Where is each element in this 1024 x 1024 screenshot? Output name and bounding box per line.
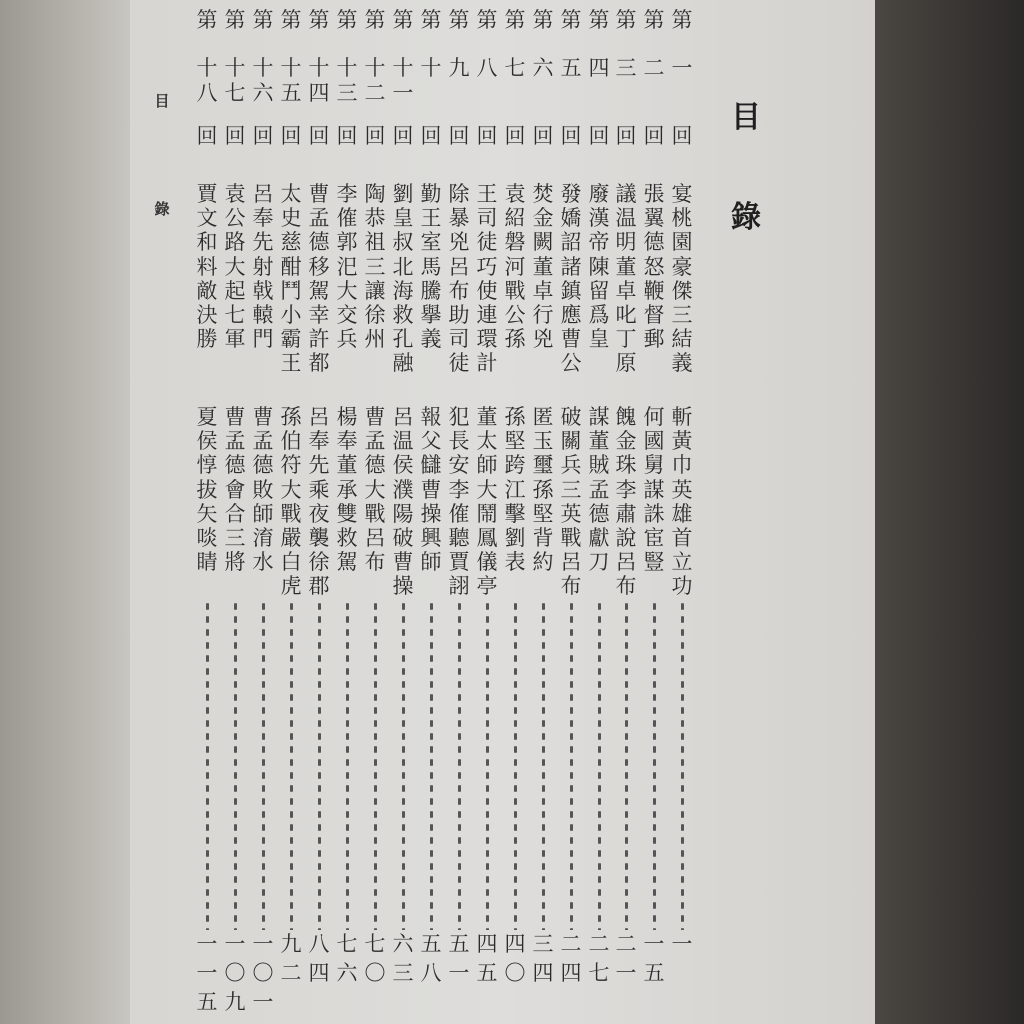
chapter-title-line-2: 呂 温 侯 濮 陽 破 曹 操 xyxy=(392,405,414,599)
chapter-suffix: 回 xyxy=(420,124,442,148)
chapter-title-line-2: 夏 侯 惇 拔 矢 啖 睛 xyxy=(196,405,218,575)
leader-dots xyxy=(390,600,416,930)
chapter-number: 十 一 xyxy=(392,56,414,105)
leader-dots xyxy=(669,600,695,930)
chapter-title-line-1: 劉 皇 叔 北 海 救 孔 融 xyxy=(392,182,414,376)
chapter-prefix: 第 xyxy=(448,8,470,32)
toc-entry xyxy=(530,0,556,1024)
chapter-prefix: 第 xyxy=(280,8,302,32)
chapter-title-line-1: 袁 紹 磐 河 戰 公 孫 xyxy=(504,182,526,352)
chapter-title-line-1: 曹 孟 德 移 駕 幸 許 都 xyxy=(308,182,330,376)
chapter-number: 十 六 xyxy=(252,56,274,105)
page-number: 六 三 xyxy=(392,932,414,985)
chapter-suffix: 回 xyxy=(532,124,554,148)
page-number: 四 〇 xyxy=(504,932,526,985)
page-number: 一 〇 一 xyxy=(252,932,274,1014)
chapter-number: 九 xyxy=(448,56,470,80)
leader-dots xyxy=(222,600,248,930)
chapter-title-line-2: 破 關 兵 三 英 戰 呂 布 xyxy=(560,405,582,599)
chapter-number: 十 xyxy=(420,56,442,80)
leader-dots xyxy=(613,600,639,930)
page-number: 一 一 五 xyxy=(196,932,218,1014)
leader-dots xyxy=(306,600,332,930)
chapter-title-line-1: 宴 桃 園 豪 傑 三 結 義 xyxy=(671,182,693,376)
chapter-title-line-1: 除 暴 兇 呂 布 助 司 徒 xyxy=(448,182,470,376)
leader-dots xyxy=(586,600,612,930)
chapter-prefix: 第 xyxy=(504,8,526,32)
chapter-suffix: 回 xyxy=(560,124,582,148)
chapter-prefix: 第 xyxy=(336,8,358,32)
chapter-suffix: 回 xyxy=(336,124,358,148)
chapter-suffix: 回 xyxy=(392,124,414,148)
toc-entry xyxy=(446,0,472,1024)
leader-dots xyxy=(194,600,220,930)
page-number: 一 xyxy=(671,932,693,956)
chapter-title-line-1: 王 司 徒 巧 使 連 環 計 xyxy=(476,182,498,376)
chapter-title-line-2: 報 父 讎 曹 操 興 師 xyxy=(420,405,442,575)
leader-dots xyxy=(250,600,276,930)
toc-entry xyxy=(390,0,416,1024)
page-number: 九 二 xyxy=(280,932,302,985)
page-number: 二 四 xyxy=(560,932,582,985)
chapter-prefix: 第 xyxy=(532,8,554,32)
leader-dots xyxy=(641,600,667,930)
chapter-title-line-2: 匿 玉 璽 孫 堅 背 約 xyxy=(532,405,554,575)
chapter-suffix: 回 xyxy=(643,124,665,148)
page-number: 五 八 xyxy=(420,932,442,985)
toc-entry xyxy=(194,0,220,1024)
chapter-suffix: 回 xyxy=(252,124,274,148)
chapter-prefix: 第 xyxy=(252,8,274,32)
chapter-title-line-1: 勤 王 室 馬 騰 擧 義 xyxy=(420,182,442,352)
chapter-title-line-2: 曹 孟 德 會 合 三 將 xyxy=(224,405,246,575)
chapter-number: 十 四 xyxy=(308,56,330,105)
leader-dots xyxy=(446,600,472,930)
chapter-number: 十 五 xyxy=(280,56,302,105)
page-number: 七 〇 xyxy=(364,932,386,985)
chapter-suffix: 回 xyxy=(671,124,693,148)
page-number: 三 四 xyxy=(532,932,554,985)
chapter-title-line-2: 孫 堅 跨 江 擊 劉 表 xyxy=(504,405,526,575)
page-number: 七 六 xyxy=(336,932,358,985)
toc-entry xyxy=(502,0,528,1024)
chapter-title-line-1: 張 翼 德 怒 鞭 督 郵 xyxy=(643,182,665,352)
toc-entry xyxy=(334,0,360,1024)
leader-dots xyxy=(502,600,528,930)
chapter-suffix: 回 xyxy=(364,124,386,148)
toc-entry xyxy=(306,0,332,1024)
chapter-prefix: 第 xyxy=(224,8,246,32)
leader-dots xyxy=(362,600,388,930)
chapter-suffix: 回 xyxy=(280,124,302,148)
leader-dots xyxy=(530,600,556,930)
leader-dots xyxy=(278,600,304,930)
chapter-title-line-2: 謀 董 賊 孟 德 獻 刀 xyxy=(588,405,610,575)
chapter-number: 十 八 xyxy=(196,56,218,105)
chapter-prefix: 第 xyxy=(560,8,582,32)
chapter-title-line-1: 議 温 明 董 卓 叱 丁 原 xyxy=(615,182,637,376)
toc-entry xyxy=(362,0,388,1024)
desk-background-right xyxy=(875,0,1024,1024)
toc-entry xyxy=(278,0,304,1024)
chapter-prefix: 第 xyxy=(420,8,442,32)
chapter-number: 七 xyxy=(504,56,526,80)
chapter-suffix: 回 xyxy=(196,124,218,148)
page-number: 二 七 xyxy=(588,932,610,985)
toc-title-char-2: 錄 xyxy=(731,200,761,235)
toc-title-char-1: 目 xyxy=(731,100,761,135)
chapter-prefix: 第 xyxy=(643,8,665,32)
running-header-char-2: 錄 xyxy=(154,200,170,218)
chapter-number: 三 xyxy=(615,56,637,80)
chapter-suffix: 回 xyxy=(448,124,470,148)
chapter-number: 二 xyxy=(643,56,665,80)
chapter-title-line-1: 袁 公 路 大 起 七 軍 xyxy=(224,182,246,352)
chapter-title-line-2: 董 太 師 大 鬧 鳳 儀 亭 xyxy=(476,405,498,599)
toc-entry xyxy=(669,0,695,1024)
chapter-title-line-1: 焚 金 闕 董 卓 行 兇 xyxy=(532,182,554,352)
chapter-prefix: 第 xyxy=(588,8,610,32)
chapter-prefix: 第 xyxy=(392,8,414,32)
chapter-title-line-1: 廢 漢 帝 陳 留 爲 皇 xyxy=(588,182,610,352)
chapter-title-line-1: 太 史 慈 酣 鬥 小 霸 王 xyxy=(280,182,302,376)
chapter-title-line-2: 犯 長 安 李 傕 聽 賈 詡 xyxy=(448,405,470,599)
chapter-suffix: 回 xyxy=(615,124,637,148)
chapter-title-line-1: 李 傕 郭 汜 大 交 兵 xyxy=(336,182,358,352)
toc-entry xyxy=(474,0,500,1024)
toc-entry xyxy=(641,0,667,1024)
chapter-number: 八 xyxy=(476,56,498,80)
chapter-title-line-2: 曹 孟 德 敗 師 淯 水 xyxy=(252,405,274,575)
leader-dots xyxy=(474,600,500,930)
chapter-title-line-1: 賈 文 和 料 敵 決 勝 xyxy=(196,182,218,352)
chapter-number: 一 xyxy=(671,56,693,80)
toc-entry xyxy=(558,0,584,1024)
chapter-title-line-2: 呂 奉 先 乘 夜 襲 徐 郡 xyxy=(308,405,330,599)
leader-dots xyxy=(334,600,360,930)
page-number: 二 一 xyxy=(615,932,637,985)
chapter-suffix: 回 xyxy=(476,124,498,148)
toc-entry xyxy=(250,0,276,1024)
page-number: 一 〇 九 xyxy=(224,932,246,1014)
chapter-prefix: 第 xyxy=(308,8,330,32)
chapter-suffix: 回 xyxy=(588,124,610,148)
chapter-title-line-2: 斬 黃 巾 英 雄 首 立 功 xyxy=(671,405,693,599)
chapter-title-line-2: 何 國 舅 謀 誅 宦 豎 xyxy=(643,405,665,575)
chapter-title-line-2: 楊 奉 董 承 雙 救 駕 xyxy=(336,405,358,575)
chapter-prefix: 第 xyxy=(476,8,498,32)
toc-entry xyxy=(586,0,612,1024)
leader-dots xyxy=(558,600,584,930)
chapter-title-line-1: 發 嬌 詔 諸 鎮 應 曹 公 xyxy=(560,182,582,376)
chapter-title-line-2: 餽 金 珠 李 肅 說 呂 布 xyxy=(615,405,637,599)
desk-background-left xyxy=(0,0,130,1024)
running-header-char-1: 目 xyxy=(154,92,170,110)
toc-entry xyxy=(418,0,444,1024)
chapter-suffix: 回 xyxy=(224,124,246,148)
chapter-title-line-2: 曹 孟 德 大 戰 呂 布 xyxy=(364,405,386,575)
chapter-number: 五 xyxy=(560,56,582,80)
page-number: 一 五 xyxy=(643,932,665,985)
chapter-number: 四 xyxy=(588,56,610,80)
page-number: 五 一 xyxy=(448,932,470,985)
chapter-number: 十 二 xyxy=(364,56,386,105)
chapter-title-line-1: 呂 奉 先 射 戟 轅 門 xyxy=(252,182,274,352)
chapter-prefix: 第 xyxy=(671,8,693,32)
chapter-prefix: 第 xyxy=(364,8,386,32)
toc-entry xyxy=(613,0,639,1024)
chapter-suffix: 回 xyxy=(308,124,330,148)
page-number: 八 四 xyxy=(308,932,330,985)
toc-entry xyxy=(222,0,248,1024)
chapter-title-line-2: 孫 伯 符 大 戰 嚴 白 虎 xyxy=(280,405,302,599)
chapter-suffix: 回 xyxy=(504,124,526,148)
chapter-title-line-1: 陶 恭 祖 三 讓 徐 州 xyxy=(364,182,386,352)
chapter-prefix: 第 xyxy=(615,8,637,32)
chapter-number: 六 xyxy=(532,56,554,80)
chapter-number: 十 三 xyxy=(336,56,358,105)
leader-dots xyxy=(418,600,444,930)
chapter-number: 十 七 xyxy=(224,56,246,105)
chapter-prefix: 第 xyxy=(196,8,218,32)
page-number: 四 五 xyxy=(476,932,498,985)
